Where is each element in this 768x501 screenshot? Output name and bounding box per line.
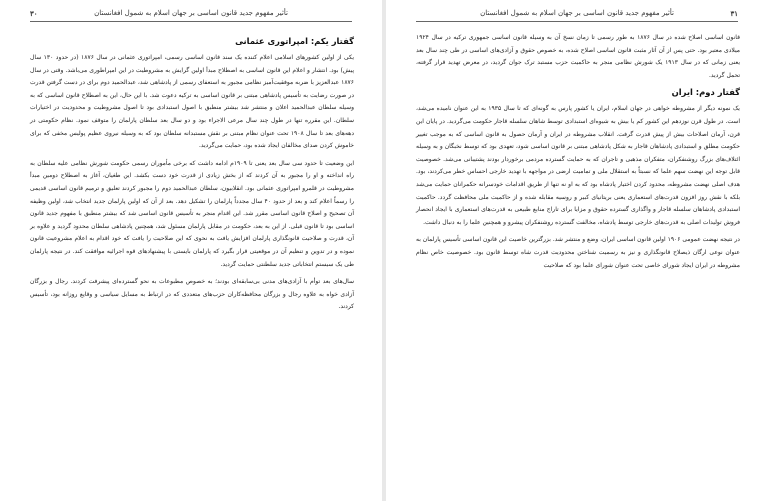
page-number: ۳۰	[30, 9, 38, 18]
page-header	[416, 9, 738, 22]
paragraph: این وضعیت تا حدود سی سال بعد یعنی تا ۱۹۰۹م ادامه داشت که برخی مأموران رسمی حکومت شورش نظامی علیه سلطان به راه انداخته و او را مجبور به آن کردند که از بخش زیادی از قدرت خود دست بکشد. این طغیان، آغاز به اصطلاح دومین مبدأ مشروطیت در قلمرو امپراتوری عثمانی بود. انقلابیون، سلطان عبدالحمید دوم را مجبور کردند تعلیق و ترمیم قانون اساسی قدیمی را رسماً اعلام کند و بعد از حدود ۴۰ سال مجدداً پارلمان را تشکیل دهد. بعد از آن که اولین پارلمان جدید انتخاب شد، اولین وظیفه آن تصحیح و اصلاح قانون اساسی مقرر شد. این اقدام منجر به تأسیس قانون اساسی شد که بیشتر منطبق با مفهوم جدید قانون اساسی بود تا قانون قبلی. از این به بعد، حکومت در مقابل پارلمان مسئول شد، همچنین پادشاهی سلطان محدود گردید و علاوه بر آن، قدرت و صلاحیت قانونگذاری پارلمان افزایش یافت به نحوی که این صلاحیت را یافت که خود اقدام به اعلام مشروعیت قانون نموده و در تدوین و تنظیم آن در موقعیتی قرار بگیرد که پارلمان بایستی با پیشنهادهای قوه اجرائیه موافقت کند. در نتیجه پارلمان طی یک سیستم انتخاباتی جدید سلطنتی حمایت گردید.	[30, 159, 354, 268]
running-title: تأثیر مفهوم جدید قانون اساسی بر جهان اسلام به شمول افغانستان	[94, 9, 288, 17]
page-header	[30, 9, 352, 22]
paragraph: قانون اساسی اصلاح شده در سال ۱۸۷۶ به طور رسمی تا زمان نسخ آن به وسیله قانون اساسی جمهوری ترکیه در سال ۱۹۲۴ میلادی معتبر بود. حتی پس از آن آثار مثبت قانون اساسی اصلاح شده، به خصوص حقوق و آزادی‌های اساسی در طی چند سال بعد یعنی زمانی که در سال ۱۹۱۳ یک شورش نظامی منجر به حاکمیت حزب مستبد ترک جوان گردید، در معرض تهدید قرار گرفته، تحمل گردید.	[416, 34, 741, 79]
right-page	[386, 0, 768, 501]
page-number: ۳۱	[730, 9, 738, 18]
section-heading: گفتار یکم: امپراتوری عثمانی	[235, 36, 354, 46]
page-body	[416, 32, 740, 277]
left-page	[0, 0, 382, 501]
running-title: تأثیر مفهوم جدید قانون اساسی بر جهان اسلام به شمول افغانستان	[480, 9, 674, 17]
paragraph: در نتیجه نهضت عمومی ۱۹۰۶ اولین قانون اساسی ایران، وضع و منتشر شد. بزرگترین خاصیت این قانون اساسی تأسیس پارلمان به عنوان نوعی ارگان ذیصلاح قانونگذاری و نیز به رسمیت شناختن محدودیت قدرت شاه توسط قانون بود. خصوصیت خاص نظام مشروطه در ایران ایجاد شورای خاصی تحت عنوان شورای علما بود که صلاحیت	[416, 236, 740, 269]
paragraph: یکی از اولین کشورهای اسلامی اعلام کننده یک سند قانون اساسی رسمی، امپراتوری عثمانی در سال ۱۸۷۶ (در حدود ۱۳۰ سال پیش) بود. انتشار و اعلام این قانون اساسی به اصطلاح مبدأ اولین گرایش به مشروطیت در این امپراطوری می‌باشد. وقتی در سال ۱۸۷۶ عبدالعزیز با ضربه موفقیت‌آمیز نظامی مجبور به استعفای رسمی از پادشاهی شد، عبدالحمید دوم برای در دست گرفتن قدرت در صورت رضایت به تأسیس پادشاهی مبتنی بر قانون اساسی به ترکیه دعوت شد. با این حال، این به اصطلاح قانون اساسی که به وسیله سلطان عبدالحمید اعلان و منتشر شد بیشتر منطبق با اصول استبدادی بود تا اصول مشروطیت و محدودیت در اختیارات سلطان. این مقرره تنها در طول چند سال مرعی الاجراء بود و دو سال بعد سلطان پارلمان را متوقف نمود. نظام حکومتی در دهه‌های بعد تا سال ۱۹۰۸ تحت عنوان نظام مبتنی بر نقش مستبدانه سلطان بود که به وسیله نیروی عظیم پولیس مخفی که برای خاموش کردن صدای مخالفان ایجاد شده بود، حمایت می‌گردید.	[30, 54, 355, 150]
paragraph: سال‌های بعد توأم با آزادی‌های مدنی بی‌سابقه‌ای بودند؛ به خصوص مطبوعات به نحو گسترده‌ای پیشرفت کردند. رجال و بزرگان آزادی خواه به علاوه رجال و بزرگان محافظه‌کاران حزب‌های متعددی که در ارتباط به مسایل سیاسی و وقایع روزانه بود، تأسیس کردند.	[30, 278, 354, 311]
paragraph: یک نمونه دیگر از مشروطه خواهی در جهان اسلام، ایران یا کشور پارس به گونه‌ای که تا سال ۱۹۳۵ به این عنوان نامیده می‌شد، است. در طول قرن نوزدهم این کشور کم یا بیش به شیوه‌ای استبدادی توسط شاهان سلسله قاجار حکومت می‌گردید. در پایان این قرن، آرمان اصلاحات بیش از پیش قدرت گرفت. انقلاب مشروطه در ایران و آرمان حصول به قانون اساسی که به موجب تغییر حکومت مطلق و استبدادی پادشاهان قاجار به شکل پادشاهی مبتنی بر قانون اساسی شود، تعهدی بود که توسط نخبگان و به وسیله ائتلاف‌های بزرگ روشنفکران، متفکران مذهبی و تاجران که به حمایت گسترده مردمی برخوردار بودند پشتیبانی می‌شد. خصوصیت قابل توجه این نهضت سهم علما که نسبتاً به استقلال ملی و تمامیت ارضی در مواجهه با تهدید خارجی احساس خطر می‌کردند، بود. هدف اصلی نهضت مشروطه، محدود کردن اختیار پادشاه بود که به او نه تنها از طریق اقدامات خودسرانه حکمرانان حمایت می‌شد بلکه با نقش روز افزون قدرت‌های استعماری یعنی بریتانیای کبیر و روسیه مقابله شده و از حاکمیت ملی محافظت گردد. حاکمیت استبدادی پادشاهان سلسله قاجار و واگذاری گسترده حقوق و مزایا برای تاراج منابع طبیعی به قدرت‌های استعماری با ایجاد انحصار فروش تولیدات اصلی به قدرت‌های خارجی توسط پادشاه، مخالفت گسترده روشنفکران پیشرو و همچنین علما را به دنبال داشت.	[416, 105, 740, 226]
section-heading: گفتار دوم: ایران	[671, 87, 740, 98]
page-body	[30, 32, 354, 319]
